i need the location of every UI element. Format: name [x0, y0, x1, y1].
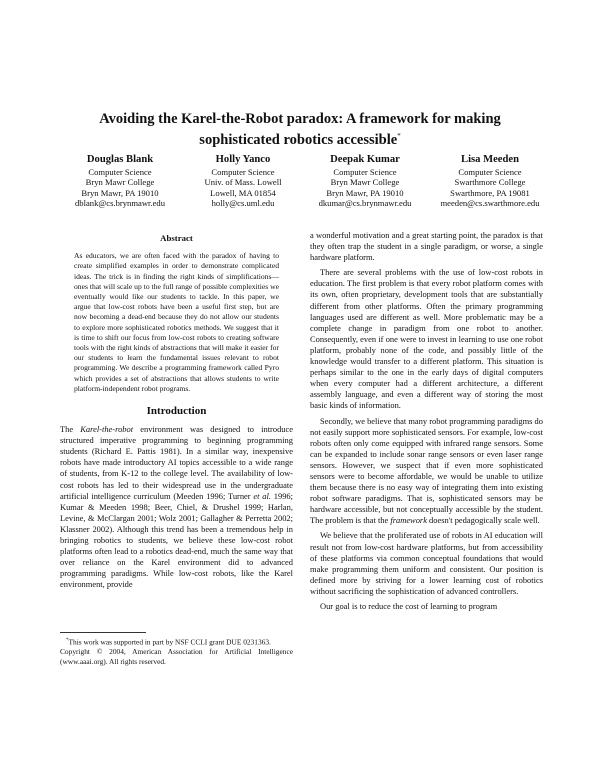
author-4 [425, 154, 555, 209]
body-paragraph: We believe that the proliferated use of robots in AI education will result not from low-cost hardware platforms, but from accessibility of these platforms via common conceptual foundations that would make programming them uniform and consistent. Our position is defined more by striving for a lower learning cost of robotics without sacrificing the sophistication of advanced controllers. [310, 530, 543, 596]
body-paragraph: a wonderful motivation and a great starting point, the paradox is that they often trap the student in a single paradigm, or worse, a single hardware platform. [310, 230, 543, 263]
title-line-1: Avoiding the Karel-the-Robot paradox: A framework for making [99, 111, 501, 127]
body-paragraph: There are several problems with the use of low-cost robots in education. The first problem is that every robot platform comes with its own, often proprietary, development tools that are substantially different from other platforms. Often the primary programming languages used are different as well. More problematic may be a complete change in paradigm from one robot to another. Consequently, even if one were to invest in learning to use one robot platform, probably none of the code, and possibly little of the knowledge would transfer to a different platform. This situation is perhaps similar to the one in the early days of digital computers when every computer had a different architecture, a different assembly language, and even a different way of storing the most basic kinds of information. [310, 267, 543, 411]
support-footnote: *This work was supported in part by NSF CCLI grant DUE 0231363. [66, 637, 271, 647]
author-name: Deepak Kumar [330, 154, 400, 165]
author-institution: Bryn Mawr College [330, 177, 400, 188]
copyright-notice: Copyright © 2004, American Association for Artificial Intelligence (www.aaai.org). All rights reserved. [60, 647, 293, 666]
author-dept: Computer Science [88, 166, 152, 177]
author-1 [55, 154, 185, 209]
paper-title [60, 111, 540, 149]
author-address: Lowell, MA 01854 [210, 187, 276, 198]
author-institution: Swarthmore College [454, 177, 526, 188]
right-column [310, 230, 543, 612]
author-email: meeden@cs.swarthmore.edu [440, 198, 540, 209]
author-dept: Computer Science [211, 166, 275, 177]
author-email: holly@cs.uml.edu [211, 198, 275, 209]
author-block [55, 154, 555, 214]
author-institution: Bryn Mawr College [85, 177, 155, 188]
author-email: dblank@cs.brynmawr.edu [74, 198, 165, 209]
author-name: Holly Yanco [215, 154, 271, 165]
author-institution: Univ. of Mass. Lowell [204, 177, 282, 188]
footnotes [60, 636, 293, 666]
footnote-rule [60, 632, 146, 633]
title-line-2: sophisticated robotics accessible* [199, 131, 401, 148]
author-name: Lisa Meeden [461, 154, 519, 165]
introduction-heading: Introduction [146, 404, 207, 417]
author-name: Douglas Blank [86, 154, 154, 165]
body-paragraph: Our goal is to reduce the cost of learning to program [320, 601, 498, 611]
author-email: dkumar@cs.brynmawr.edu [318, 198, 412, 209]
abstract-body [60, 251, 293, 394]
author-dept: Computer Science [458, 166, 522, 177]
abstract-text: As educators, we are often faced with the paradox of having to create simplified examples in order to demonstrate complicated ideas. The trick is in finding the right kinds of simplifications—ones that will scale up to the full range of possible complexities we eventually would like our students to tackle. In this paper, we argue that low-cost robots have been a useful first step, but are now becoming a dead-end because they do not allow our students to explore more sophisticated robotics methods. We suggest that it is time to shift our focus from low-cost robots to creating software tools with the right kinds of abstractions that will make it easier for our students to learn the fundamental issues relevant to robot programming. We describe a programming framework called Pyro which provides a set of abstractions that allows students to write platform-independent robot programs. [74, 251, 279, 393]
left-column [60, 233, 293, 590]
body-paragraph: Secondly, we believe that many robot programming paradigms do not easily support more sophisticated sensors. For example, low-cost robots often only come equipped with infrared range sensors. Some can be expanded to include sonar range sensors or even laser range sensors. However, we suspect that if even more sophisticated sensors were to become affordable, we would be unable to utilize them because there is no easy way of integrating them into existing robot software paradigms. That is, sophisticated sensors may be hardware accessible, but not conceptually accessible by the student. The problem is that the framework doesn't pedagogically scale well. [310, 415, 543, 526]
abstract-heading: Abstract [160, 233, 193, 243]
author-address: Bryn Mawr, PA 19010 [81, 187, 159, 198]
introduction-paragraph: The Karel-the-robot environment was designed to introduce structured imperative programming to beginning programming students (Richard E. Pattis 1981). In a similar way, inexpensive robots have made introductory AI topics accessible to a wide range of students, from K-12 to the college level. The availability of low-cost robots has led to their widespread use in the undergraduate artificial intelligence curriculum (Meeden 1996; Turner et al. 1996; Kumar & Meeden 1998; Beer, Chiel, & Drushel 1999; Harlan, Levine, & McClargan 2001; Wolz 2001; Gallagher & Perretta 2002; Klassner 2002). Although this trend has been a tremendous help in bringing robotics to students, we believe these low-cost robot platforms often lead to a robotics dead-end, much the same way that over reliance on the Karel environment did to advanced programming paradigms. While low-cost robots, like the Karel environment, provide [60, 424, 293, 590]
author-dept: Computer Science [333, 166, 397, 177]
author-2 [178, 154, 308, 209]
author-3 [300, 154, 430, 209]
author-address: Swarthmore, PA 19081 [450, 187, 530, 198]
author-address: Bryn Mawr, PA 19010 [326, 187, 404, 198]
title-footnote-mark: * [397, 132, 401, 140]
